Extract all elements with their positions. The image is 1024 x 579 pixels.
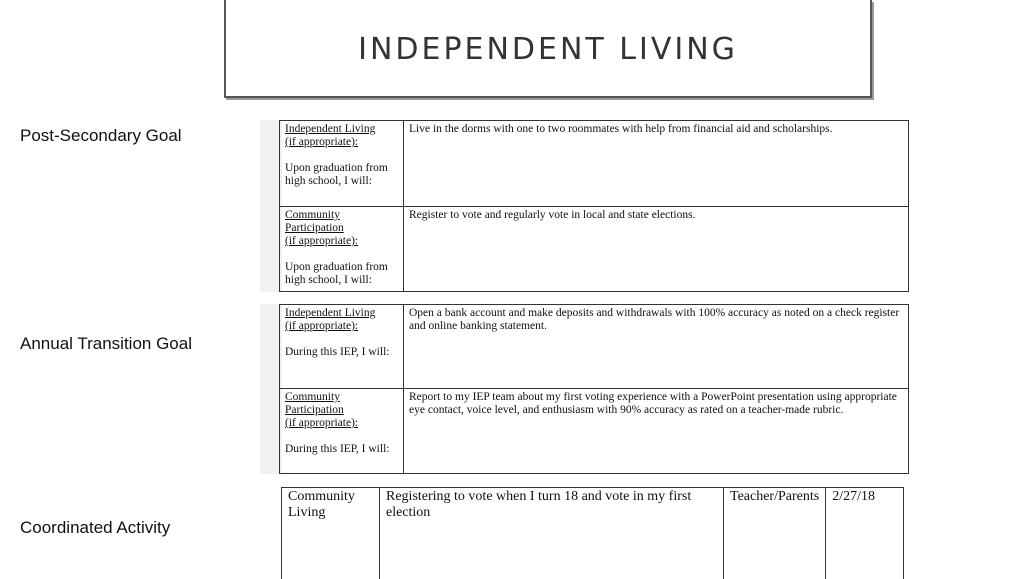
activity-description-line: Registering to vote when I turn 18 and vote in my first <box>386 489 717 505</box>
goal-text-cell <box>404 305 909 389</box>
area-title: Community Participation <box>285 391 398 417</box>
area-qualifier: (if appropriate): <box>285 417 398 430</box>
activity-description-line: election <box>386 505 717 521</box>
post-secondary-goal-table <box>279 120 909 292</box>
table-row <box>280 207 909 292</box>
post-secondary-goal-label: Post-Secondary Goal <box>20 126 182 146</box>
area-prompt: high school, I will: <box>285 175 398 188</box>
activity-area-line: Community <box>288 489 373 505</box>
activity-description-cell <box>380 488 724 579</box>
area-qualifier: (if appropriate): <box>285 136 398 149</box>
area-qualifier: (if appropriate): <box>285 320 398 333</box>
goal-text-line: eye contact, voice level, and enthusiasm with 90% accuracy as rated on a teacher-made rubric. <box>409 404 903 417</box>
area-prompt: high school, I will: <box>285 274 398 287</box>
responsible-cell: Teacher/Parents <box>724 488 826 579</box>
table-row <box>280 121 909 207</box>
table-row <box>280 305 909 389</box>
annual-transition-goal-table <box>279 304 909 474</box>
goal-text-cell: Live in the dorms with one to two roommates with help from financial aid and scholarships. <box>404 121 909 207</box>
area-prompt: During this IEP, I will: <box>285 346 398 359</box>
goal-area-cell <box>280 305 404 389</box>
goal-text-line: and online banking statement. <box>409 320 903 333</box>
area-prompt: During this IEP, I will: <box>285 443 398 456</box>
annual-transition-goal-label: Annual Transition Goal <box>20 334 192 354</box>
goal-area-cell <box>280 121 404 207</box>
page-title: INDEPENDENT LIVING <box>358 32 738 67</box>
activity-area-line: Living <box>288 505 373 521</box>
date-cell: 2/27/18 <box>826 488 904 579</box>
area-prompt: Upon graduation from <box>285 162 398 175</box>
activity-area-cell <box>282 488 380 579</box>
goal-text-line: Open a bank account and make deposits and withdrawals with 100% accuracy as noted on a check register <box>409 307 903 320</box>
area-title: Independent Living <box>285 123 398 136</box>
area-title: Community Participation <box>285 209 398 235</box>
coordinated-activity-table <box>281 487 904 579</box>
table-row <box>282 488 904 579</box>
table-row <box>280 389 909 474</box>
goal-text-line: Report to my IEP team about my first voting experience with a PowerPoint presentation using appropriate <box>409 391 903 404</box>
area-qualifier: (if appropriate): <box>285 235 398 248</box>
title-box <box>224 0 872 98</box>
coordinated-activity-label: Coordinated Activity <box>20 518 170 538</box>
goal-area-cell <box>280 389 404 474</box>
goal-text-cell <box>404 389 909 474</box>
area-title: Independent Living <box>285 307 398 320</box>
goal-text-cell: Register to vote and regularly vote in local and state elections. <box>404 207 909 292</box>
goal-area-cell <box>280 207 404 292</box>
area-prompt: Upon graduation from <box>285 261 398 274</box>
